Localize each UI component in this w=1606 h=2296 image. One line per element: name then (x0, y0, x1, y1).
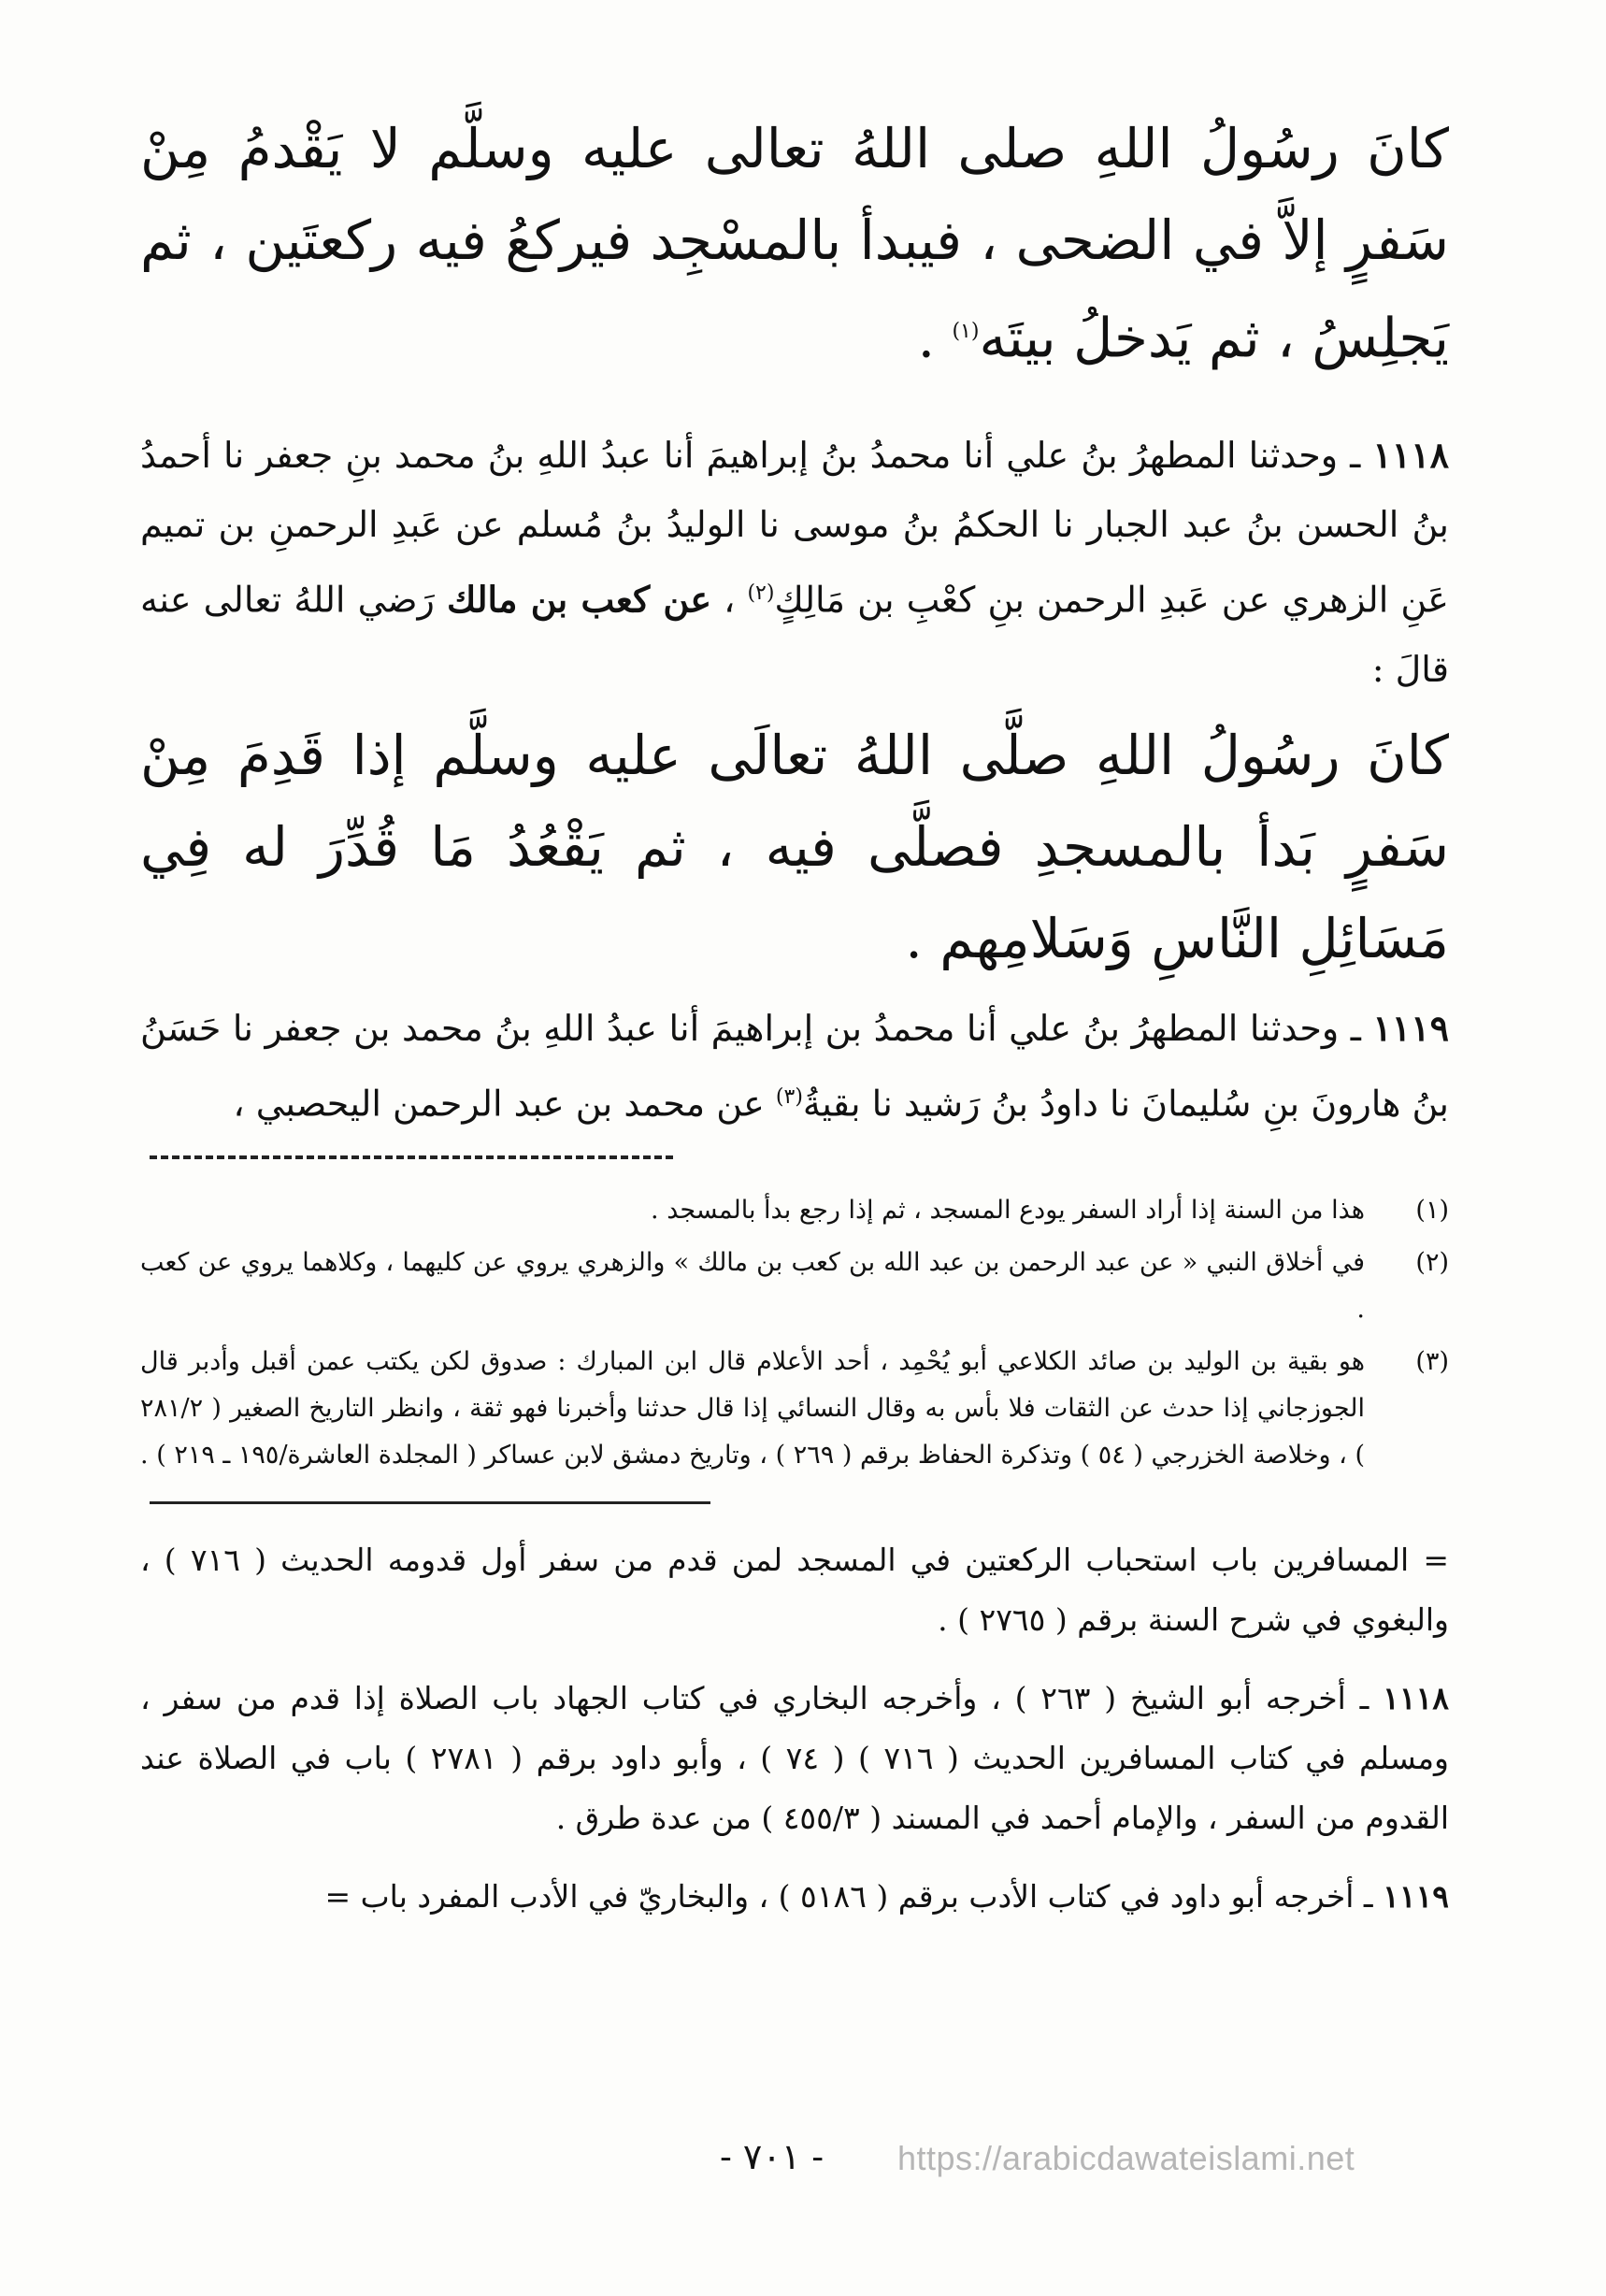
hadith-1117-matn: كانَ رسُولُ اللهِ صلى اللهُ تعالى عليه وسلَّم لا يَقْدمُ مِنْ سَفرٍ إلاَّ في الضحى ، فيبدأ بالمسْجِد فيركعُ فيه ركعتَين ، ثم يَجلِسُ ، ثم يَدخلُ بيتَه$^{(١)}$ . (140, 117, 1449, 370)
footnote-text: في أخلاق النبي « عن عبد الرحمن بن عبد الله بن كعب بن مالك » والزهري يروي عن كليهما ، وكلاهما يروي عن كعب . (140, 1247, 1365, 1324)
footnote-text: هذا من السنة إذا أراد السفر يودع المسجد ، ثم إذا رجع بدأ بالمسجد . (651, 1195, 1365, 1225)
footnote-number: (٢) (1415, 1247, 1449, 1277)
footnote-3 (140, 1339, 1449, 1479)
hadith-1118-isnad: ١١١٨ ـ وحدثنا المطهرُ بنُ علي أنا محمدُ بنُ إبراهيمَ أنا عبدُ اللهِ بنُ محمد بنِ جعفر نا أحمدُ بنُ الحسن بنُ عبد الجبار نا الحكمُ بنُ موسى نا الوليدُ بنُ مُسلم عن عَبدِ الرحمنِ بن تميم عَنِ الزهري عن عَبدِ الرحمن بنِ كعْبِ بن مَالِكٍ$^{(٢)}$ ، عن كعب بن مالك رَضي اللهُ تعالى عنه قالَ : (140, 434, 1449, 690)
footnote-ref-2[interactable]: (٢) (747, 581, 775, 606)
takhrij-number: ١١١٨ (1383, 1679, 1449, 1716)
footnote-1 (140, 1187, 1449, 1234)
footnote-number: (٣) (1415, 1346, 1449, 1376)
watermark-url[interactable]: https://arabicdawateislami.net (897, 2139, 1355, 2177)
takhrij-1118: ١١١٨ ـ أخرجه أبو الشيخ ( ٢٦٣ ) ، وأخرجه البخاري في كتاب الجهاد باب الصلاة إذا قدم من سفر ، ومسلم في كتاب المسافرين الحديث ( ٧١٦ ) ( ٧٤ ) ، وأبو داود برقم ( ٢٧٨١ ) باب في الصلاة عند القدوم من السفر ، والإمام أحمد في المسند ( ٤٥٥/٣ ) من عدة طرق . (140, 1679, 1449, 1836)
footnote-text: هو بقية بن الوليد بن صائد الكلاعي أبو يُحْمِد ، أحد الأعلام قال ابن المبارك : صدوق لكن يكتب عمن أقبل وأدبر قال الجوزجاني إذا حدث عن الثقات فلا بأس به وقال النسائي إذا قال حدثنا وأخبرنا فهو ثقة ، وانظر التاريخ الصغير ( ٢٨١/٢ ) ، وخلاصة الخزرجي ( ٥٤ ) وتذكرة الحفاظ برقم ( ٢٦٩ ) ، وتاريخ دمشق لابن عساكر ( المجلدة العاشرة/١٩٥ ـ ٢١٩ ) . (140, 1346, 1365, 1470)
narrator-bold: عن كعب بن مالك (446, 578, 712, 621)
takhrij-1119: ١١١٩ ـ أخرجه أبو داود في كتاب الأدب برقم ( ٥١٨٦ ) ، والبخاريّ في الأدب المفرد باب = (324, 1877, 1449, 1915)
page-number: - ٧٠١ - (720, 2136, 825, 2177)
dashed-separator (150, 1155, 673, 1159)
footnote-number: (١) (1415, 1195, 1449, 1225)
hadith-number: ١١١٩ (1372, 1006, 1449, 1049)
hadith-number: ١١١٨ (1372, 434, 1449, 477)
takhrij-number: ١١١٩ (1383, 1877, 1449, 1915)
footnote-ref-3[interactable]: (٣) (775, 1084, 803, 1109)
takhrij-continuation: = المسافرين باب استحباب الركعتين في المسجد لمن قدم من سفر أول قدومه الحديث ( ٧١٦ ) ، والبغوي في شرح السنة برقم ( ٢٧٦٥ ) . (140, 1541, 1449, 1638)
footnote-2 (140, 1240, 1449, 1333)
solid-separator (150, 1501, 710, 1504)
footnote-ref-1[interactable]: (١) (952, 320, 980, 343)
hadith-1119-isnad: ١١١٩ ـ وحدثنا المطهرُ بنُ علي أنا محمدُ بن إبراهيمَ أنا عبدُ اللهِ بنُ محمد بن جعفر نا حَسَنُ بنُ هارونَ بنِ سُليمانَ نا داودُ بنُ رَشيد نا بقيةُ$^{(٣)}$ عن محمد بن عبد الرحمن اليحصبي ، (140, 1006, 1449, 1125)
page-body (140, 103, 1449, 1945)
hadith-1118-matn: كانَ رسُولُ اللهِ صلَّى اللهُ تعالَى عليه وسلَّم إذا قَدِمَ مِنْ سَفرٍ بَدأ بالمسجدِ فصلَّى فيه ، ثم يَقْعُدُ مَا قُدِّرَ له فِي مَسَائِلِ النَّاسِ وَسَلامِهم . (140, 723, 1449, 970)
